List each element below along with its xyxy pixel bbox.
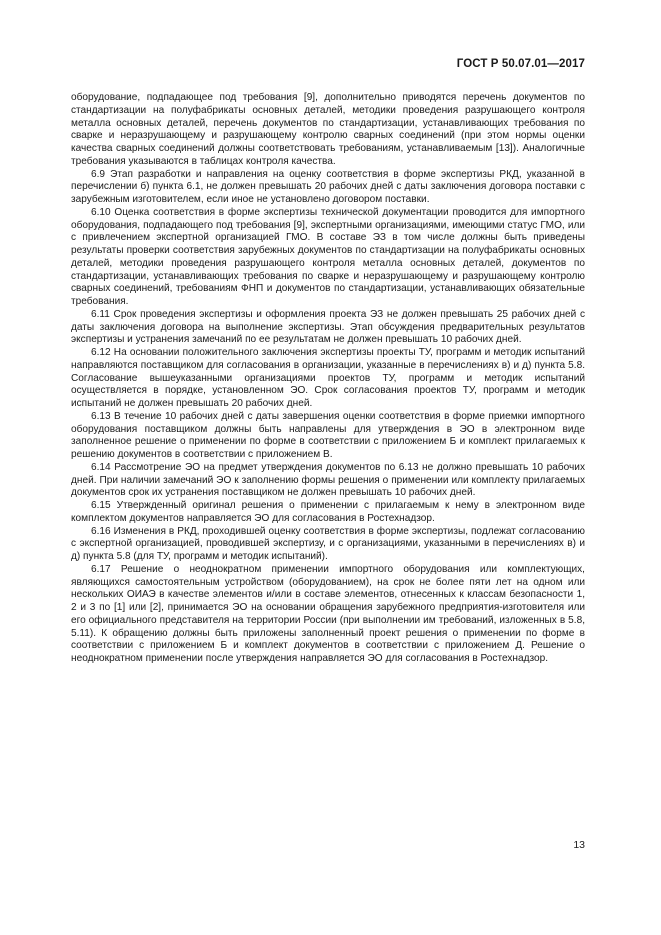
paragraph-continuation: оборудование, подпадающее под требования [9], дополнительно приводятся перечень документов по стандартизации на полуфабрикаты основных деталей, методики проведения разрушающего контроля металла основных деталей, перечень документов по стандартизации, устанавливающих требования по сварке и неразрушающему и разрушающему контролю сварных соединений (при этом нормы оценки качества сварных соединений должны соответствовать требованиям, устанавливаемым [13]). Аналогичные требования указываются в таблицах контроля качества. bbox=[71, 92, 585, 167]
document-body bbox=[71, 92, 585, 666]
paragraph-6-14: 6.14 Рассмотрение ЭО на предмет утверждения документов по 6.13 не должно превышать 10 рабочих дней. При наличии замечаний ЭО к заполнению формы решения о применении или комплекту прилагаемых документов срок их устранения поставщиком не должен превышать 10 рабочих дней. bbox=[71, 461, 585, 499]
paragraph-6-13: 6.13 В течение 10 рабочих дней с даты завершения оценки соответствия в форме приемки импортного оборудования поставщиком должны быть направлены для утверждения в ЭО в электронном виде заполненное решение о применении по форме в соответствии с приложением Б и комплект прилагаемых к решению документов в соответствии с приложением В. bbox=[71, 410, 585, 460]
paragraph-6-16: 6.16 Изменения в РКД, проходившей оценку соответствия в форме экспертизы, подлежат согласованию с экспертной организацией, проводившей экспертизу, и с организациями, указанными в перечислениях в) и д) пункта 5.8 (для ТУ, программ и методик испытаний). bbox=[71, 525, 585, 562]
paragraph-6-11: 6.11 Срок проведения экспертизы и оформления проекта ЭЗ не должен превышать 25 рабочих дней с даты заключения договора на выполнение экспертизы. Этап обсуждения предварительных результатов экспертизы и устранения замечаний по ее результатам не должен превышать 10 рабочих дней. bbox=[71, 308, 585, 346]
paragraph-6-17: 6.17 Решение о неоднократном применении импортного оборудования или комплектующих, являющихся самостоятельным устройством (оборудованием), на срок не более пяти лет на одном или нескольких ОИАЭ в качестве элементов и/или в составе элементов, отнесенных к классам безопасности 1, 2 и 3 по [1] или [2], принимается ЭО на основании обращения зарубежного предприятия-изготовителя или его официального представителя на территории России (при выполнении им требований, изложенных в 5.8, 5.11). К обращению должны быть приложены заполненный проект решения о применении по форме в соответствии с приложением Б и комплект документов в соответствии с приложением Д. Решение о неоднократном применении после утверждения направляется ЭО для согласования в Ростехнадзор. bbox=[71, 563, 585, 664]
paragraph-6-12: 6.12 На основании положительного заключения экспертизы проекты ТУ, программ и методик испытаний направляются поставщиком для согласования в организации, указанные в перечислениях в) и д) пункта 5.8. Согласование вышеуказанными организациями проектов ТУ, программ и методик испытаний осуществляется в порядке, установленном ЭО. Срок согласования проектов ТУ, программ и методик испытаний не должен превышать 20 рабочих дней. bbox=[71, 347, 585, 409]
page-number: 13 bbox=[573, 839, 585, 851]
standard-code-header: ГОСТ Р 50.07.01—2017 bbox=[456, 58, 585, 70]
paragraph-6-10: 6.10 Оценка соответствия в форме экспертизы технической документации проводится для импортного оборудования, подпадающего под требования [9], экспертными организациями, имеющими статус ГМО, или с привлечением экспертной организацией ГМО. В составе ЭЗ в том числе должны быть приведены результаты проверки соответствия зарубежных документов по стандартизации на полуфабрикаты основных деталей, методики проведения разрушающего контроля металла основных деталей, документов по стандартизации, устанавливающих требования по сварке и неразрушающему и разрушающему контролю сварных соединений, требованиям ФНП и документов по стандартизации, устанавливающих обязательные требования. bbox=[71, 206, 585, 307]
paragraph-6-9: 6.9 Этап разработки и направления на оценку соответствия в форме экспертизы РКД, указанной в перечислении б) пункта 6.1, не должен превышать 20 рабочих дней с даты заключения договора поставки с зарубежным изготовителем, если иное не установлено договором поставки. bbox=[71, 168, 585, 205]
paragraph-6-15: 6.15 Утвержденный оригинал решения о применении с прилагаемым к нему в электронном виде комплектом документов направляется ЭО для согласования в Ростехнадзор. bbox=[71, 500, 585, 524]
